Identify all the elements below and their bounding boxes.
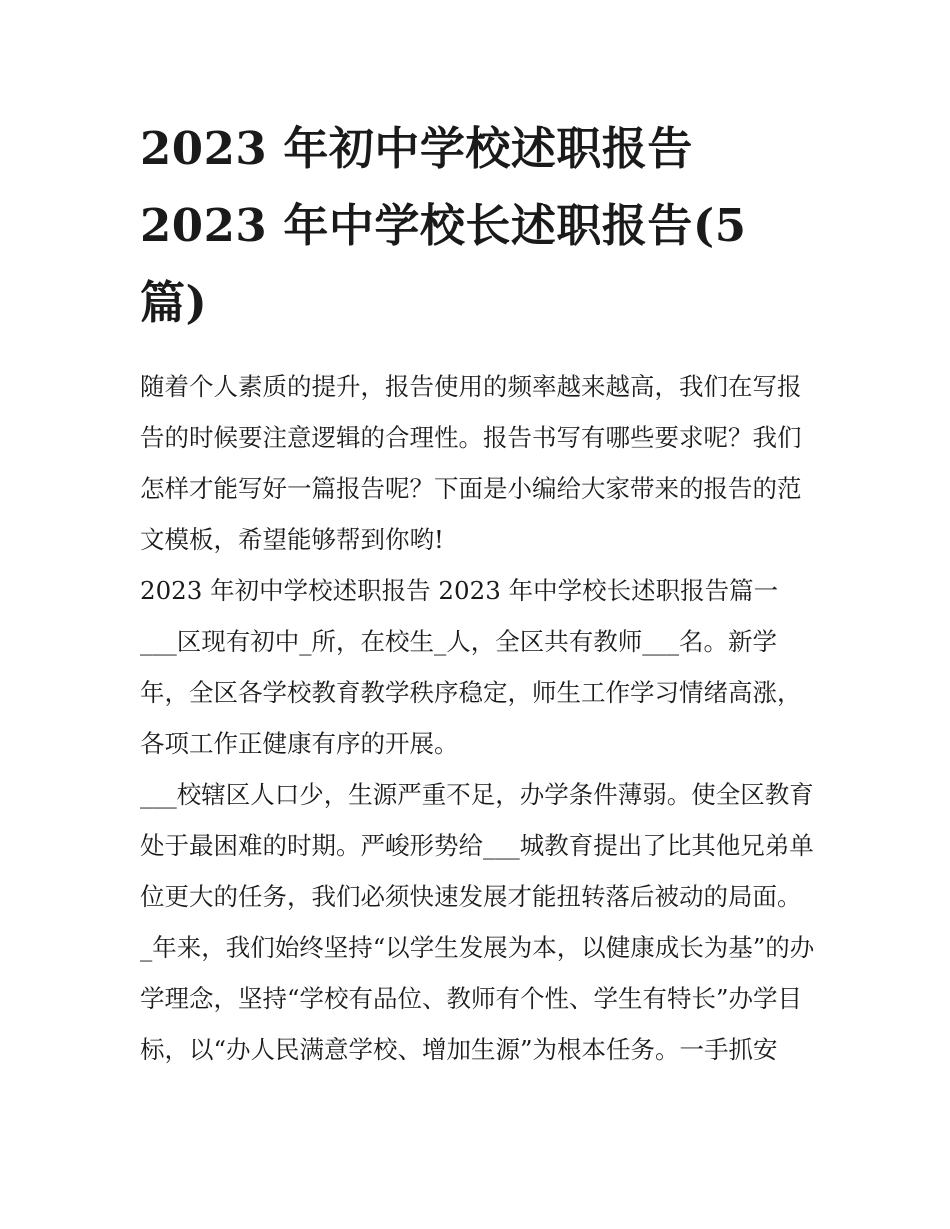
document-title xyxy=(140,110,820,341)
title-line-1: 2023 年初中学校述职报告 xyxy=(140,122,693,175)
title-line-3: 篇) xyxy=(140,276,208,329)
title-line-2: 2023 年中学校长述职报告(5 xyxy=(140,199,747,252)
body-paragraph-3: _年来，我们始终坚持“以学生发展为本，以健康成长为基”的办学理念，坚持“学校有品位、教师有个性、学生有特长”办学目标，以“办人民满意学校、增加生源”为根本任务。一手抓安 xyxy=(140,933,815,1064)
body-paragraph-2: ___校辖区人口少，生源严重不足，办学条件薄弱。使全区教育处于最困难的时期。严峻形势给___城教育提出了比其他兄弟单位更大的任务，我们必须快速发展才能扭转落后被动的局面。 xyxy=(140,780,814,911)
section-heading: 2023 年初中学校述职报告 2023 年中学校长述职报告篇一 xyxy=(140,576,779,605)
body-paragraph-1: ___区现有初中_所，在校生_人，全区共有教师___名。新学年，全区各学校教育教学秩序稳定，师生工作学习情绪高涨，各项工作正健康有序的开展。 xyxy=(140,627,802,758)
intro-paragraph: 随着个人素质的提升，报告使用的频率越来越高，我们在写报告的时候要注意逻辑的合理性。报告书写有哪些要求呢？我们怎样才能写好一篇报告呢？下面是小编给大家带来的报告的范文模板，希望能够帮到你哟! xyxy=(140,372,802,554)
